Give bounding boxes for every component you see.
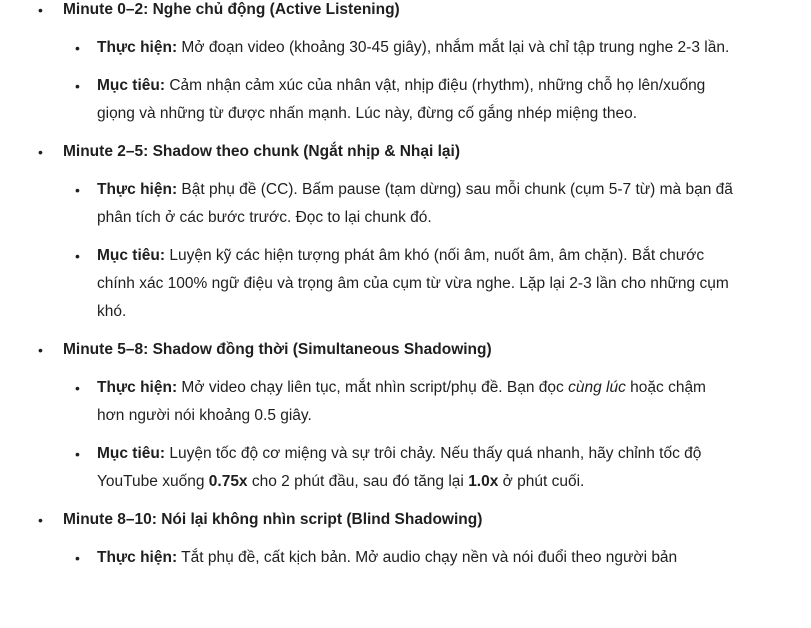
step-item <box>0 374 737 430</box>
step-0-2 <box>0 0 811 128</box>
item-text: Luyện kỹ các hiện tượng phát âm khó (nối âm, nuốt âm, âm chặn). Bắt chước chính xác 100% ngữ điệu và trọng âm của cụm từ vừa nghe. Lặp lại 2-3 lần cho những cụm khó. <box>97 247 729 320</box>
speed-value: 0.75x <box>208 473 248 490</box>
item-label: Mục tiêu: <box>97 247 166 264</box>
bullet-icon: • <box>75 446 80 462</box>
bullet-icon: • <box>75 380 80 396</box>
step-item <box>0 544 737 572</box>
step-8-10 <box>0 506 811 572</box>
step-heading: Minute 5–8: Shadow đồng thời (Simultaneous Shadowing) <box>63 341 492 358</box>
step-heading: Minute 2–5: Shadow theo chunk (Ngắt nhịp & Nhại lại) <box>63 143 460 160</box>
step-item <box>0 176 737 232</box>
bullet-icon: • <box>75 40 80 56</box>
item-text: ở phút cuối. <box>498 473 585 490</box>
item-text: Tắt phụ đề, cất kịch bản. Mở audio chạy nền và nói đuổi theo người bản <box>177 549 678 566</box>
bullet-icon: • <box>75 182 80 198</box>
bullet-icon: • <box>75 248 80 264</box>
step-heading: Minute 8–10: Nói lại không nhìn script (Blind Shadowing) <box>63 511 483 528</box>
item-text: Mở đoạn video (khoảng 30-45 giây), nhắm mắt lại và chỉ tập trung nghe 2-3 lần. <box>177 39 730 56</box>
item-text: Luyện tốc độ cơ miệng và sự trôi chảy. Nếu thấy quá nhanh, hãy chỉnh tốc độ YouTube xuống <box>97 445 702 490</box>
item-label: Thực hiện: <box>97 379 178 396</box>
emphasis-text: cùng lúc <box>568 379 626 396</box>
bullet-icon: • <box>38 342 43 358</box>
step-5-8 <box>0 336 811 496</box>
item-label: Thực hiện: <box>97 549 178 566</box>
item-label: Mục tiêu: <box>97 77 166 94</box>
bullet-icon: • <box>38 2 43 18</box>
item-label: Thực hiện: <box>97 181 178 198</box>
bullet-icon: • <box>38 144 43 160</box>
item-label: Mục tiêu: <box>97 445 166 462</box>
item-text: hoặc chậm hơn người nói khoảng 0.5 giây. <box>97 379 706 424</box>
item-text: Bật phụ đề (CC). Bấm pause (tạm dừng) sau mỗi chunk (cụm 5-7 từ) mà bạn đã phân tích ở các bước trước. Đọc to lại chunk đó. <box>97 181 733 226</box>
bullet-icon: • <box>75 78 80 94</box>
bullet-icon: • <box>38 512 43 528</box>
step-item <box>0 242 737 326</box>
item-label: Thực hiện: <box>97 39 178 56</box>
item-text: cho 2 phút đầu, sau đó tăng lại <box>247 473 469 490</box>
step-item <box>0 34 737 62</box>
step-item <box>0 72 737 128</box>
step-heading: Minute 0–2: Nghe chủ động (Active Listening) <box>63 1 400 18</box>
speed-value: 1.0x <box>468 473 499 490</box>
bullet-icon: • <box>75 550 80 566</box>
item-text: Mở video chạy liên tục, mắt nhìn script/phụ đề. Bạn đọc <box>177 379 569 396</box>
item-text: Cảm nhận cảm xúc của nhân vật, nhịp điệu (rhythm), những chỗ họ lên/xuống giọng và những từ được nhấn mạnh. Lúc này, đừng cố gắng nhép miệng theo. <box>97 77 706 122</box>
step-2-5 <box>0 138 811 326</box>
step-item <box>0 440 737 496</box>
bottom-fade-overlay <box>0 578 811 628</box>
